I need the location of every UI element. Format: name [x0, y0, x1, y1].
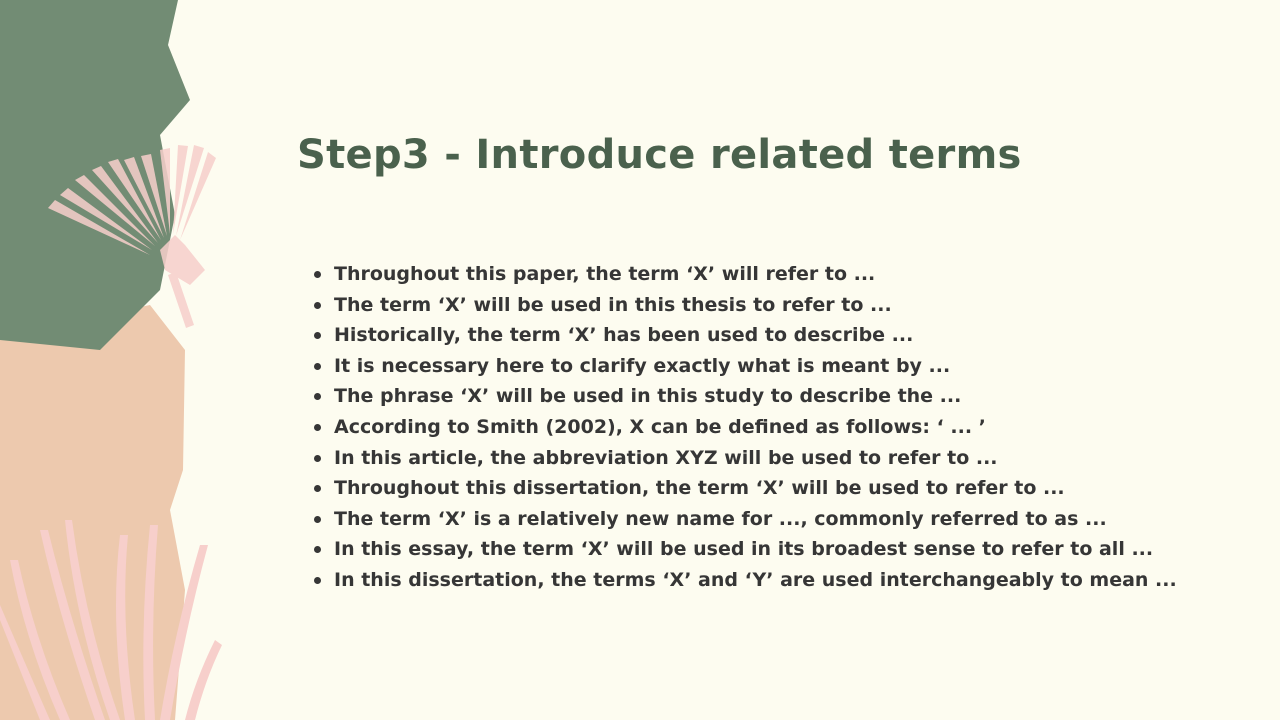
decorative-botanical-shapes: [0, 0, 260, 720]
list-item: In this article, the abbreviation XYZ will be used to refer to ...: [334, 443, 1177, 474]
list-item: The term ‘X’ will be used in this thesis to refer to ...: [334, 290, 1177, 321]
list-item: The term ‘X’ is a relatively new name for ..., commonly referred to as ...: [334, 504, 1177, 535]
bullet-list: [334, 259, 1177, 596]
list-item: It is necessary here to clarify exactly what is meant by ...: [334, 351, 1177, 382]
slide-title: Step3 - Introduce related terms: [297, 132, 1022, 178]
list-item: Throughout this dissertation, the term ‘X’ will be used to refer to ...: [334, 473, 1177, 504]
list-item: Throughout this paper, the term ‘X’ will refer to ...: [334, 259, 1177, 290]
list-item: The phrase ‘X’ will be used in this study to describe the ...: [334, 381, 1177, 412]
list-item: In this dissertation, the terms ‘X’ and ‘Y’ are used interchangeably to mean ...: [334, 565, 1177, 596]
list-item: Historically, the term ‘X’ has been used to describe ...: [334, 320, 1177, 351]
green-shape: [0, 0, 190, 350]
list-item: According to Smith (2002), X can be defined as follows: ‘ ... ’: [334, 412, 1177, 443]
list-item: In this essay, the term ‘X’ will be used in its broadest sense to refer to all ...: [334, 534, 1177, 565]
